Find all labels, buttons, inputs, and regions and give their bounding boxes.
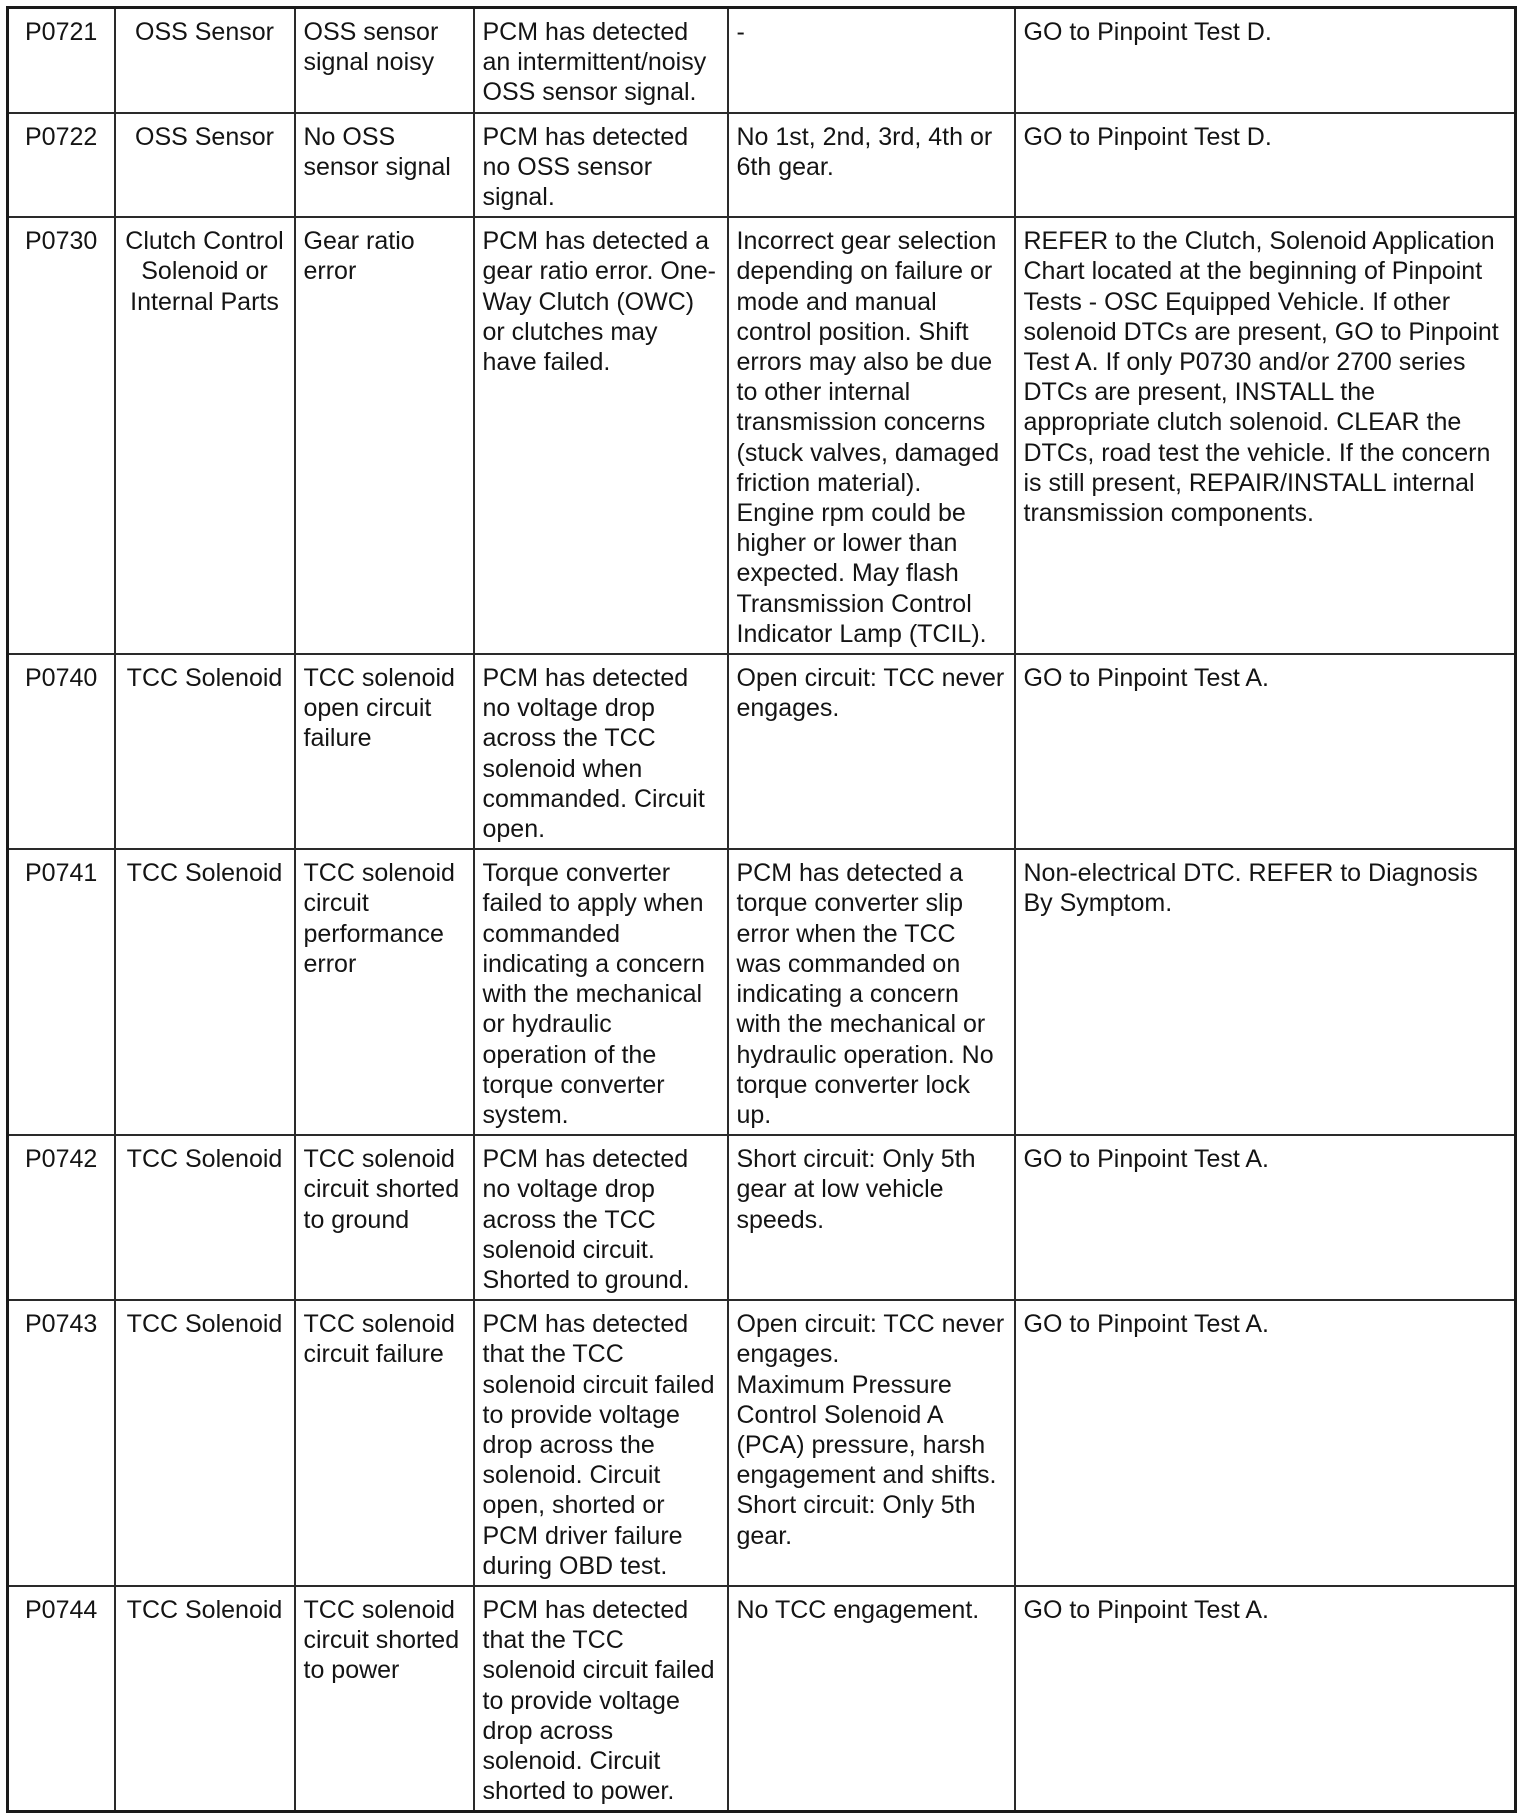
symptoms-cell: Open circuit: TCC never engages. <box>728 654 1015 849</box>
description-cell: TCC solenoid circuit shorted to ground <box>295 1135 474 1300</box>
dtc-code: P0730 <box>8 217 115 654</box>
component-cell: TCC Solenoid <box>115 1300 295 1586</box>
table-row <box>8 849 1516 1135</box>
action-cell: GO to Pinpoint Test D. <box>1015 8 1516 113</box>
dtc-code: P0743 <box>8 1300 115 1586</box>
symptoms-cell: - <box>728 8 1015 113</box>
table-row <box>8 1135 1516 1300</box>
dtc-code: P0722 <box>8 113 115 218</box>
symptom-line: Maximum Pressure Control Solenoid A (PCA) pressure, harsh engagement and shifts. <box>736 1370 997 1490</box>
action-cell: Non-electrical DTC. REFER to Diagnosis By Symptom. <box>1015 849 1516 1135</box>
table-row <box>8 654 1516 849</box>
symptoms-cell: No TCC engagement. <box>728 1586 1015 1812</box>
description-cell: TCC solenoid circuit shorted to power <box>295 1586 474 1812</box>
condition-cell: Torque converter failed to apply when commanded indicating a concern with the mechanical or hydraulic operation of the torque converter system. <box>474 849 728 1135</box>
symptom-line: Short circuit: Only 5th gear. <box>736 1491 976 1550</box>
action-cell: GO to Pinpoint Test A. <box>1015 654 1516 849</box>
description-cell: Gear ratio error <box>295 217 474 654</box>
symptoms-cell: Incorrect gear selection depending on failure or mode and manual control position. Shift errors may also be due to other internal transmission concerns (stuck valves, damaged friction material). Engine rpm could be higher or lower than expected. May flash Transmission Control Indicator Lamp (TCIL). <box>728 217 1015 654</box>
action-cell: GO to Pinpoint Test A. <box>1015 1586 1516 1812</box>
table-row <box>8 8 1516 113</box>
condition-cell: PCM has detected that the TCC solenoid circuit failed to provide voltage drop across solenoid. Circuit shorted to power. <box>474 1586 728 1812</box>
table-row <box>8 1586 1516 1812</box>
component-cell: Clutch Control Solenoid or Internal Parts <box>115 217 295 654</box>
component-cell: OSS Sensor <box>115 113 295 218</box>
condition-cell: PCM has detected a gear ratio error. One-Way Clutch (OWC) or clutches may have failed. <box>474 217 728 654</box>
dtc-table <box>6 6 1517 1813</box>
symptoms-cell <box>728 1300 1015 1586</box>
condition-cell: PCM has detected an intermittent/noisy OSS sensor signal. <box>474 8 728 113</box>
condition-cell: PCM has detected that the TCC solenoid circuit failed to provide voltage drop across the solenoid. Circuit open, shorted or PCM driver failure during OBD test. <box>474 1300 728 1586</box>
symptom-line: Open circuit: TCC never engages. <box>736 1310 1005 1369</box>
action-cell: GO to Pinpoint Test A. <box>1015 1135 1516 1300</box>
action-cell: GO to Pinpoint Test D. <box>1015 113 1516 218</box>
condition-cell: PCM has detected no voltage drop across the TCC solenoid when commanded. Circuit open. <box>474 654 728 849</box>
table-row <box>8 1300 1516 1586</box>
description-cell: No OSS sensor signal <box>295 113 474 218</box>
component-cell: TCC Solenoid <box>115 849 295 1135</box>
action-cell: REFER to the Clutch, Solenoid Application Chart located at the beginning of Pinpoint Tests - OSC Equipped Vehicle. If other solenoid DTCs are present, GO to Pinpoint Test A. If only P0730 and/or 2700 series DTCs are present, INSTALL the appropriate clutch solenoid. CLEAR the DTCs, road test the vehicle. If the concern is still present, REPAIR/INSTALL internal transmission components. <box>1015 217 1516 654</box>
dtc-code: P0741 <box>8 849 115 1135</box>
dtc-code: P0740 <box>8 654 115 849</box>
description-cell: TCC solenoid circuit performance error <box>295 849 474 1135</box>
description-cell: TCC solenoid open circuit failure <box>295 654 474 849</box>
component-cell: TCC Solenoid <box>115 654 295 849</box>
action-cell: GO to Pinpoint Test A. <box>1015 1300 1516 1586</box>
description-cell: OSS sensor signal noisy <box>295 8 474 113</box>
symptoms-cell: PCM has detected a torque converter slip error when the TCC was commanded on indicating a concern with the mechanical or hydraulic operation. No torque converter lock up. <box>728 849 1015 1135</box>
table-row <box>8 217 1516 654</box>
component-cell: TCC Solenoid <box>115 1135 295 1300</box>
component-cell: OSS Sensor <box>115 8 295 113</box>
symptoms-cell: Short circuit: Only 5th gear at low vehicle speeds. <box>728 1135 1015 1300</box>
dtc-code: P0721 <box>8 8 115 113</box>
description-cell: TCC solenoid circuit failure <box>295 1300 474 1586</box>
dtc-code: P0744 <box>8 1586 115 1812</box>
condition-cell: PCM has detected no voltage drop across the TCC solenoid circuit. Shorted to ground. <box>474 1135 728 1300</box>
component-cell: TCC Solenoid <box>115 1586 295 1812</box>
symptoms-cell: No 1st, 2nd, 3rd, 4th or 6th gear. <box>728 113 1015 218</box>
dtc-code: P0742 <box>8 1135 115 1300</box>
dtc-chart-page <box>6 6 1514 1806</box>
table-row <box>8 113 1516 218</box>
condition-cell: PCM has detected no OSS sensor signal. <box>474 113 728 218</box>
